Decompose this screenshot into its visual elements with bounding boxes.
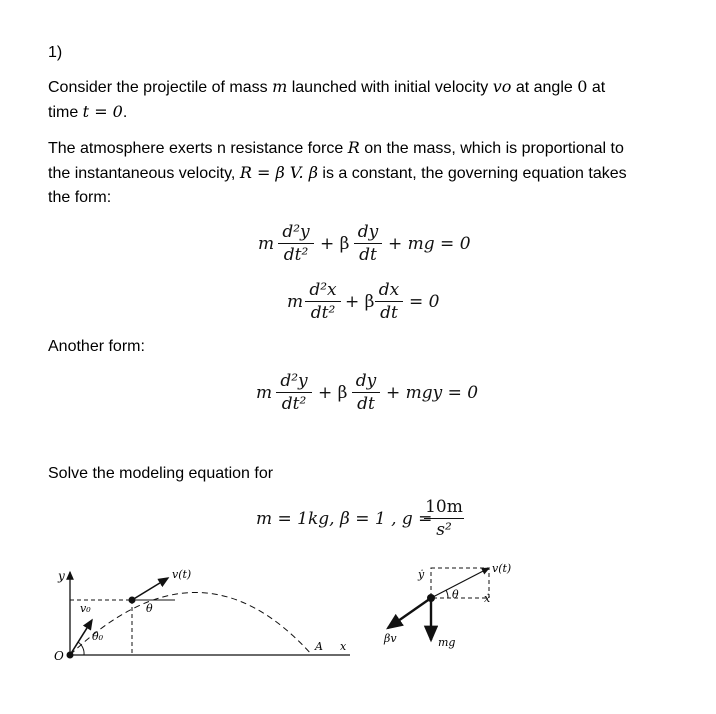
fraction-bar (276, 392, 312, 393)
y-label: y (58, 569, 65, 583)
paragraph-2-line-3: the form: (48, 189, 112, 206)
math-R-beta-V: R = β V. β (239, 163, 318, 182)
eq-second-derivative (278, 222, 314, 265)
fraction-bar (352, 392, 380, 393)
paragraph-1-line-1 (48, 74, 605, 100)
xdot-label: ẋ (484, 592, 491, 605)
solve-label: Solve the modeling equation for (48, 465, 274, 482)
vt-label: v(t) (492, 562, 512, 575)
another-form-label: Another form: (48, 338, 145, 355)
numerator: dy (355, 371, 377, 391)
vt-label: v(t) (172, 568, 192, 581)
theta0-label: θ₀ (92, 630, 104, 643)
params-lhs: m = 1kg, β = 1 , g = (256, 509, 433, 529)
eq-tail: = 0 (409, 292, 440, 312)
beta-v-label: βv (384, 632, 397, 645)
velocity-vector (431, 568, 489, 598)
numerator: dx (378, 280, 400, 300)
eq-second-derivative (276, 371, 312, 414)
fraction-bar (305, 301, 341, 302)
fraction-bar (375, 301, 403, 302)
eq-mass: m (258, 234, 275, 254)
fraction-bar (354, 243, 382, 244)
trajectory-curve (70, 593, 312, 656)
problem-number: 1) (48, 44, 63, 61)
denominator: dt (359, 245, 377, 265)
text: Consider the projectile of mass (48, 79, 273, 96)
denominator: dt² (281, 394, 307, 414)
equation-1 (258, 222, 478, 272)
eq-plus-beta: + β (318, 383, 348, 403)
equation-2 (287, 280, 457, 330)
theta0-arc (78, 642, 84, 655)
text: The atmosphere exerts n resistance force (48, 140, 348, 157)
text: . (122, 104, 128, 121)
eq-mass: m (256, 383, 273, 403)
math-vo: vo (492, 77, 512, 96)
denominator: dt² (283, 245, 309, 265)
force-diagram (376, 560, 536, 660)
paragraph-2-line-2 (48, 160, 627, 186)
eq-plus-beta: + β (345, 292, 375, 312)
math-m: m (272, 77, 288, 96)
origin-label: O (54, 649, 64, 663)
paragraph-1-line-2 (48, 99, 127, 125)
mg-label: mg (438, 636, 456, 649)
initial-velocity-arrow (70, 620, 92, 655)
numerator: 10m (425, 497, 463, 517)
numerator: d²y (280, 371, 308, 391)
eq-plus-beta: + β (320, 234, 350, 254)
eq-first-derivative (375, 280, 403, 323)
text: at angle (511, 79, 578, 96)
parameters-equation (256, 497, 476, 547)
text: on the mass, which is proportional to (359, 140, 624, 157)
fraction-bar (278, 243, 314, 244)
text: the instantaneous velocity, (48, 165, 240, 182)
params-g-value (424, 497, 464, 540)
text: time (48, 104, 83, 121)
drag-force-arrow (388, 598, 431, 628)
paragraph-2-line-1 (48, 135, 624, 161)
equation-3 (256, 371, 486, 421)
x-label: x (340, 640, 347, 653)
eq-tail: + mg = 0 (388, 234, 471, 254)
eq-first-derivative (354, 222, 382, 265)
denominator: dt² (310, 303, 336, 323)
denominator: dt (357, 394, 375, 414)
theta-label: θ (146, 602, 153, 615)
eq-tail: + mgy = 0 (386, 383, 479, 403)
theta-arc (446, 590, 448, 598)
denominator: dt (380, 303, 398, 323)
math-t-eq-0: t = 0 (82, 102, 123, 121)
theta-label: θ (452, 588, 459, 601)
math-zero: 0 (577, 77, 588, 96)
fraction-bar (424, 518, 464, 519)
ydot-label: ẏ (418, 568, 425, 581)
eq-first-derivative (352, 371, 380, 414)
denominator: s² (436, 520, 452, 540)
a-label: A (315, 640, 323, 653)
numerator: d²y (282, 222, 310, 242)
text: is a constant, the governing equation takes (317, 165, 627, 182)
trajectory-figure (50, 560, 370, 670)
v0-label: v₀ (80, 602, 91, 615)
eq-second-derivative (305, 280, 341, 323)
numerator: dy (357, 222, 379, 242)
text: launched with initial velocity (287, 79, 493, 96)
eq-mass: m (287, 292, 304, 312)
numerator: d²x (309, 280, 337, 300)
math-R: R (347, 138, 360, 157)
text: at (587, 79, 606, 96)
